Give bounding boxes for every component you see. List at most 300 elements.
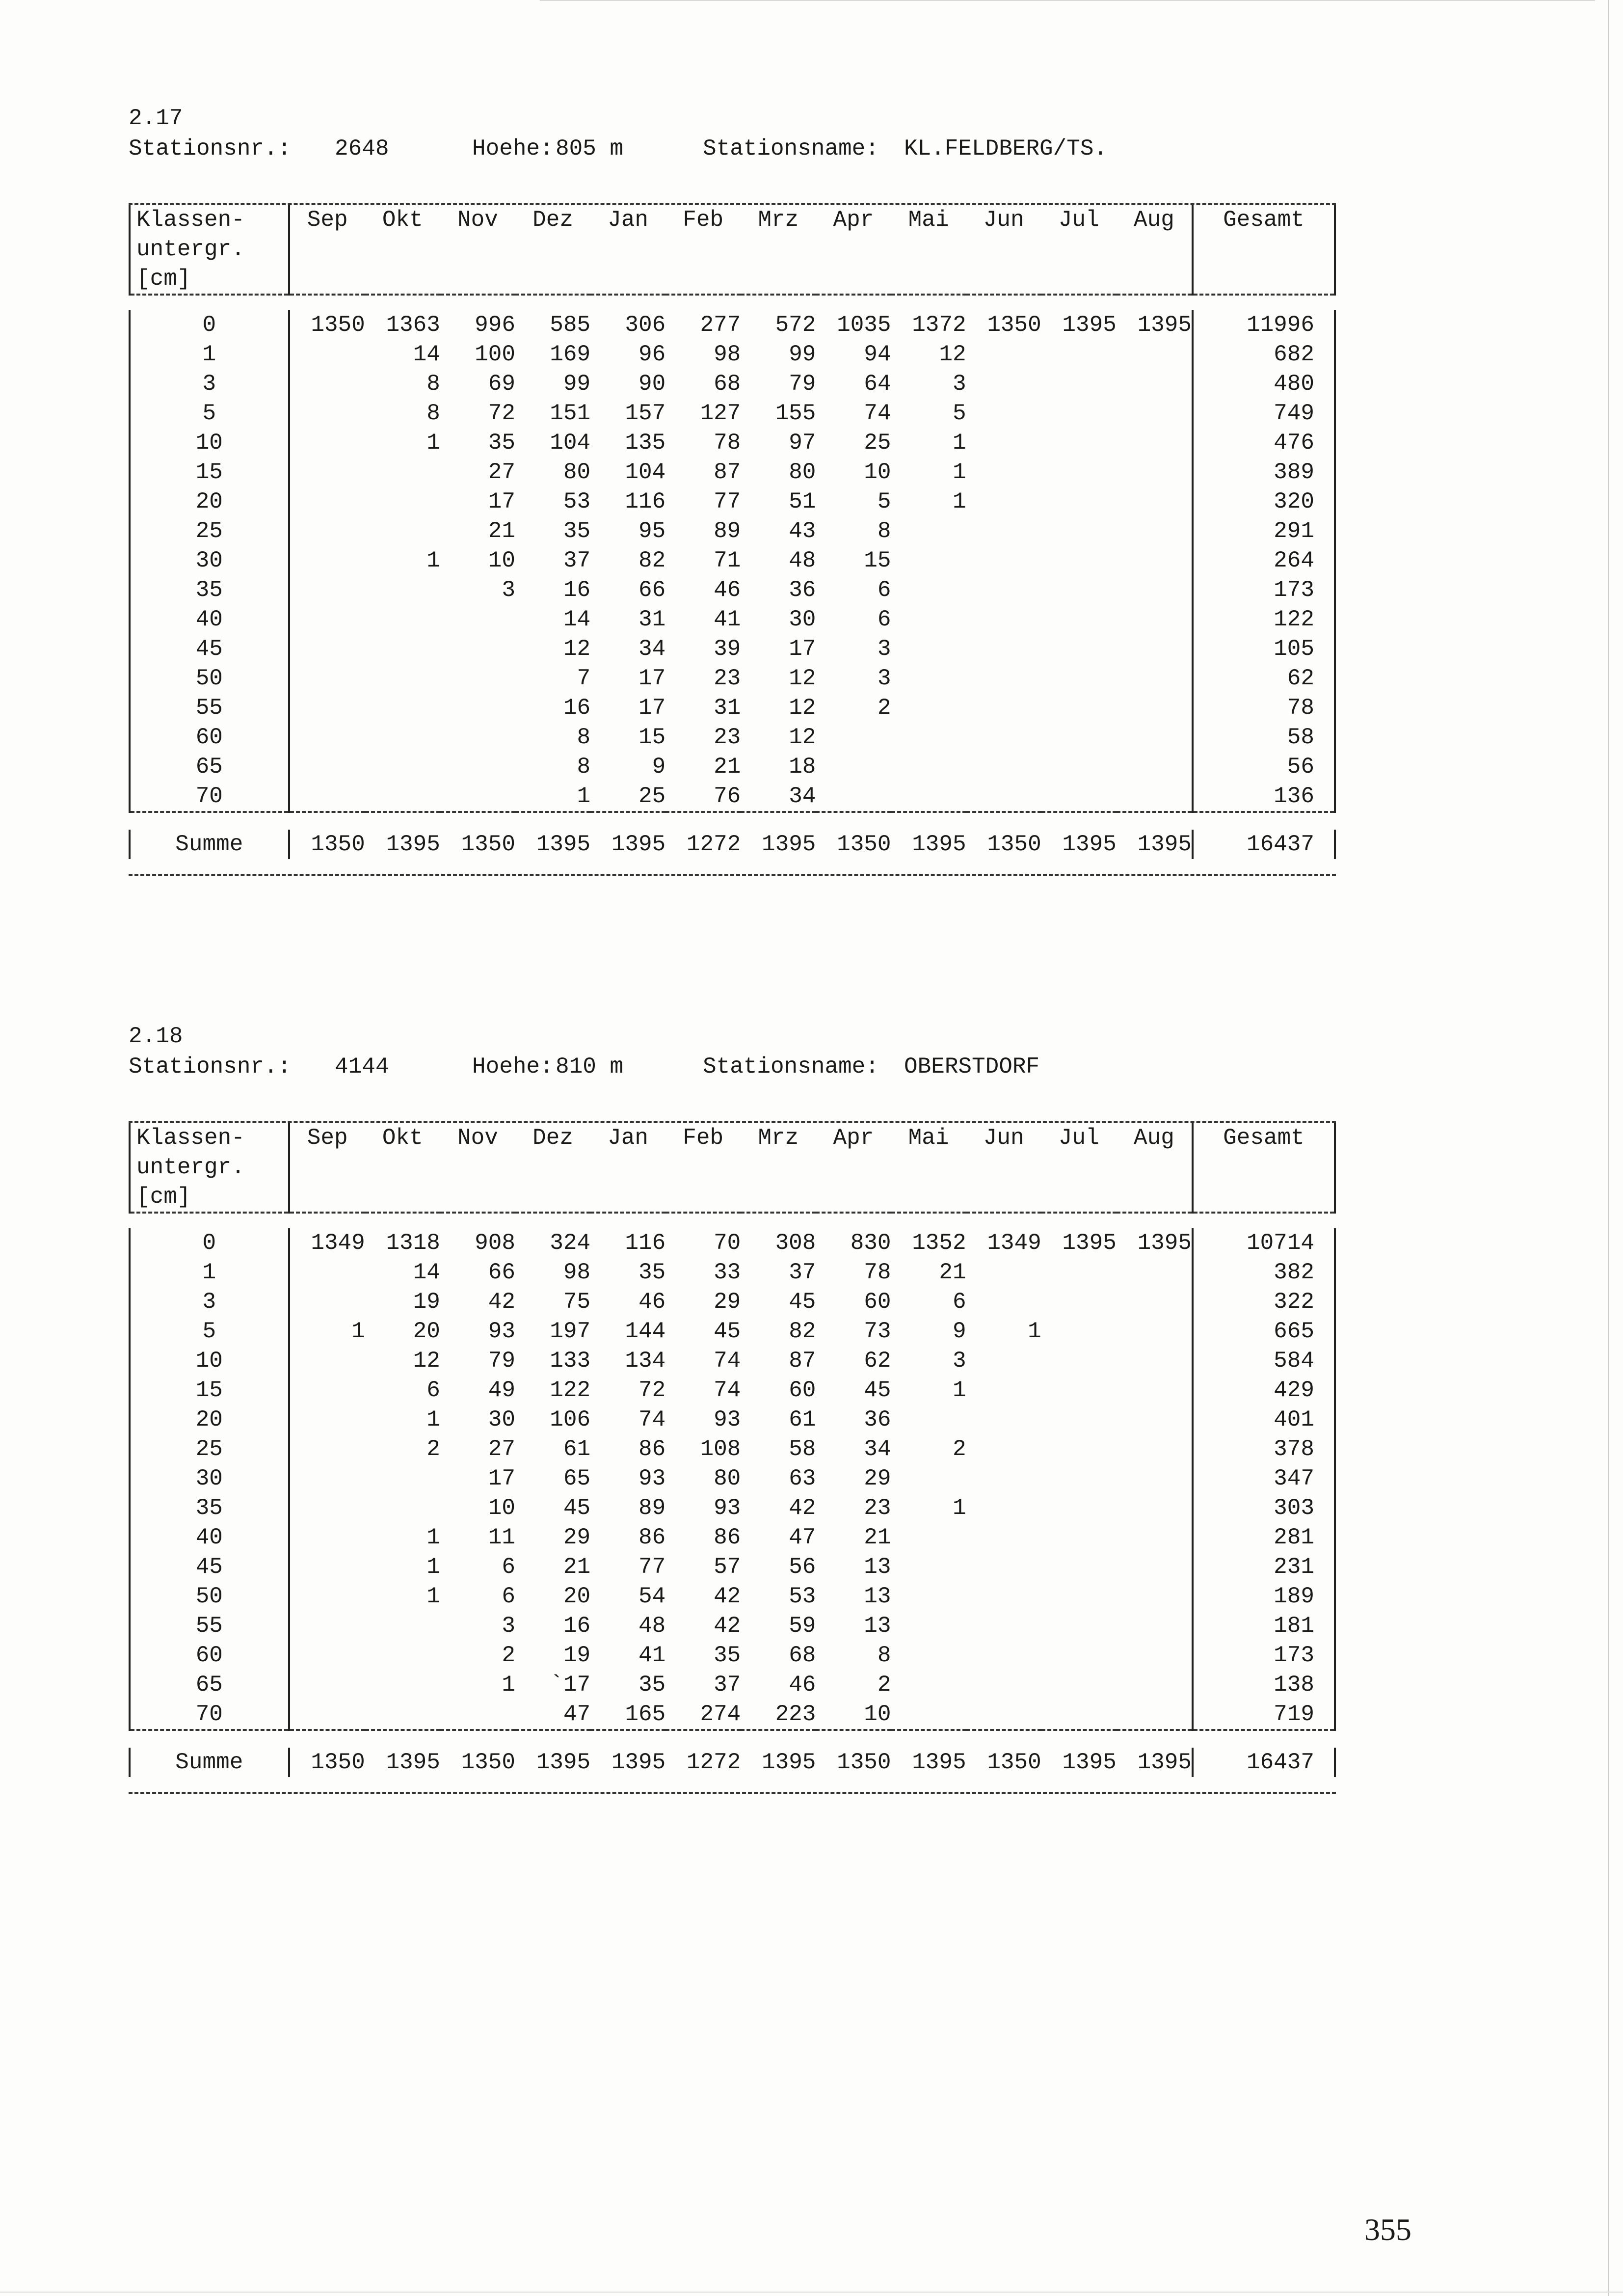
month-header-empty: [816, 235, 891, 264]
month-header-empty: [741, 235, 816, 264]
header-row: [130, 1123, 1335, 1153]
gesamt-cell: 78: [1193, 693, 1335, 723]
klasse-cell: 55: [130, 1611, 289, 1641]
month-value-cell: [1117, 428, 1193, 458]
month-value-cell: 86: [638, 1525, 666, 1550]
month-value-cell: [365, 723, 440, 752]
month-value-cell: [440, 782, 515, 812]
month-value-cell: [1041, 369, 1117, 399]
month-value-cell: 2: [502, 1643, 515, 1668]
month-header-empty: [891, 235, 966, 264]
month-value-cell: [289, 1346, 365, 1376]
summe-value-cell: 1272: [686, 832, 741, 857]
month-value-cell: [289, 1405, 365, 1434]
month-value-cell: 13: [864, 1613, 891, 1639]
month-value-cell: [365, 1700, 440, 1730]
month-value-cell: 66: [488, 1260, 515, 1285]
month-value-cell: 8: [877, 518, 891, 544]
dashed-rule-bottom: [129, 874, 1336, 876]
table-row: [130, 1405, 1335, 1434]
month-value-cell: 127: [700, 401, 741, 426]
table-row: [130, 369, 1335, 399]
month-value-cell: [891, 546, 966, 575]
month-value-cell: 61: [563, 1436, 591, 1462]
month-value-cell: [365, 664, 440, 693]
month-value-cell: 3: [953, 1348, 966, 1374]
month-value-cell: [966, 399, 1041, 428]
month-value-cell: 45: [789, 1289, 816, 1315]
summe-value-cell: 1395: [912, 832, 966, 857]
header-row: [130, 235, 1335, 264]
month-value-cell: 1395: [1137, 312, 1192, 338]
month-value-cell: [365, 752, 440, 782]
month-value-cell: [966, 782, 1041, 812]
table-row: [130, 1611, 1335, 1641]
month-value-cell: 21: [563, 1554, 591, 1580]
month-header-apr: Apr: [833, 1125, 874, 1151]
month-value-cell: 31: [714, 695, 741, 721]
month-header-empty: [966, 1153, 1041, 1182]
month-value-cell: 277: [700, 312, 741, 338]
month-value-cell: 61: [789, 1407, 816, 1432]
separator-row: [130, 1730, 1335, 1748]
table-number: 2.18: [129, 1024, 183, 1049]
month-value-cell: 169: [550, 342, 591, 367]
month-value-cell: 79: [488, 1348, 515, 1374]
month-value-cell: 97: [789, 430, 816, 456]
month-value-cell: 69: [488, 371, 515, 397]
table-row: [130, 664, 1335, 693]
klassen-header-line: untergr.: [130, 1153, 289, 1182]
dashed-rule-bottom: [129, 1792, 1336, 1794]
month-value-cell: 908: [475, 1230, 515, 1256]
month-value-cell: 89: [638, 1495, 666, 1521]
month-value-cell: 1352: [912, 1230, 966, 1256]
month-value-cell: 1395: [1062, 1230, 1117, 1256]
month-value-cell: [1117, 782, 1193, 812]
gesamt-cell: 122: [1193, 605, 1335, 634]
month-header-empty: [816, 264, 891, 295]
month-value-cell: [365, 605, 440, 634]
month-value-cell: 8: [577, 754, 591, 780]
month-value-cell: [1117, 1700, 1193, 1730]
month-value-cell: 15: [638, 725, 666, 750]
klassen-header-line: Klassen-: [130, 1123, 289, 1153]
month-value-cell: 116: [625, 489, 666, 514]
table-section-2-18: [129, 1021, 1336, 1794]
gesamt-cell: 584: [1193, 1346, 1335, 1376]
month-value-cell: 45: [864, 1378, 891, 1403]
month-value-cell: [966, 1552, 1041, 1582]
gesamt-cell: 322: [1193, 1287, 1335, 1317]
month-value-cell: [1041, 546, 1117, 575]
month-value-cell: 16: [563, 695, 591, 721]
month-header-feb: Feb: [683, 1125, 724, 1151]
summe-value-cell: 1395: [1137, 1750, 1192, 1775]
month-value-cell: [1117, 1523, 1193, 1552]
klassen-header-line: [cm]: [130, 264, 289, 295]
month-value-cell: 12: [939, 342, 966, 367]
summe-value-cell: 1350: [311, 1750, 365, 1775]
table-row: [130, 1493, 1335, 1523]
table-row: [130, 399, 1335, 428]
month-value-cell: 1349: [987, 1230, 1041, 1256]
month-value-cell: [1117, 575, 1193, 605]
month-value-cell: [440, 1700, 515, 1730]
month-value-cell: 42: [488, 1289, 515, 1315]
table-row: [130, 1670, 1335, 1700]
month-value-cell: 1: [426, 1554, 440, 1580]
month-value-cell: 17: [789, 636, 816, 662]
klasse-cell: 3: [130, 1287, 289, 1317]
table-row: [130, 340, 1335, 369]
month-value-cell: [1041, 1611, 1117, 1641]
table-row: [130, 1258, 1335, 1287]
month-value-cell: [289, 546, 365, 575]
month-value-cell: [1041, 1493, 1117, 1523]
month-value-cell: [1117, 693, 1193, 723]
klasse-cell: 5: [130, 399, 289, 428]
month-value-cell: [1117, 1405, 1193, 1434]
month-value-cell: [966, 1258, 1041, 1287]
month-value-cell: [1041, 693, 1117, 723]
month-value-cell: 47: [563, 1702, 591, 1727]
station-info-line: [129, 1052, 1336, 1082]
month-value-cell: [1041, 1434, 1117, 1464]
spacer: [129, 164, 1336, 203]
month-value-cell: 80: [714, 1466, 741, 1491]
station-name-value: KL.FELDBERG/TS.: [904, 136, 1108, 162]
hoehe-label: Hoehe:: [472, 1054, 554, 1080]
month-value-cell: 830: [850, 1230, 891, 1256]
month-value-cell: [289, 1258, 365, 1287]
month-value-cell: [1117, 1376, 1193, 1405]
month-header-empty: [741, 1153, 816, 1182]
month-value-cell: [365, 1464, 440, 1493]
month-value-cell: 10: [864, 459, 891, 485]
month-value-cell: [289, 664, 365, 693]
month-value-cell: [1117, 1493, 1193, 1523]
month-value-cell: 104: [625, 459, 666, 485]
month-header-empty: [1041, 1182, 1117, 1213]
month-value-cell: [1041, 428, 1117, 458]
month-value-cell: 21: [714, 754, 741, 780]
month-value-cell: [891, 723, 966, 752]
month-value-cell: 5: [877, 489, 891, 514]
month-value-cell: 74: [714, 1378, 741, 1403]
month-value-cell: 59: [789, 1613, 816, 1639]
table-row: [130, 1552, 1335, 1582]
header-row: [130, 205, 1335, 235]
klasse-cell: 25: [130, 1434, 289, 1464]
month-value-cell: 106: [550, 1407, 591, 1432]
month-value-cell: [966, 634, 1041, 664]
month-value-cell: [1041, 399, 1117, 428]
month-value-cell: 30: [488, 1407, 515, 1432]
month-value-cell: 9: [652, 754, 666, 780]
summe-value-cell: 1350: [987, 1750, 1041, 1775]
month-value-cell: [289, 693, 365, 723]
month-value-cell: 98: [563, 1260, 591, 1285]
summe-label: Summe: [130, 830, 289, 859]
month-value-cell: [440, 664, 515, 693]
month-value-cell: 57: [714, 1554, 741, 1580]
month-header-jun: Jun: [983, 207, 1024, 233]
gesamt-cell: 382: [1193, 1258, 1335, 1287]
summe-value-cell: 1395: [1062, 1750, 1117, 1775]
header-row: [130, 1153, 1335, 1182]
month-value-cell: [440, 752, 515, 782]
gesamt-cell: 682: [1193, 340, 1335, 369]
month-value-cell: 1363: [386, 312, 440, 338]
klasse-cell: 70: [130, 782, 289, 812]
month-header-empty: [289, 235, 365, 264]
month-value-cell: 99: [789, 342, 816, 367]
month-value-cell: 14: [413, 342, 440, 367]
month-value-cell: [966, 605, 1041, 634]
month-value-cell: [289, 575, 365, 605]
month-value-cell: 25: [638, 783, 666, 809]
month-value-cell: [966, 487, 1041, 516]
month-value-cell: [289, 1641, 365, 1670]
month-value-cell: 104: [550, 430, 591, 456]
month-header-empty: [365, 264, 440, 295]
month-value-cell: [289, 516, 365, 546]
table-row: [130, 575, 1335, 605]
month-value-cell: [289, 458, 365, 487]
month-value-cell: 197: [550, 1319, 591, 1344]
month-value-cell: [1117, 1611, 1193, 1641]
month-value-cell: [1041, 1346, 1117, 1376]
klasse-cell: 30: [130, 1464, 289, 1493]
month-value-cell: 1: [351, 1319, 365, 1344]
month-value-cell: [891, 1405, 966, 1434]
table-row: [130, 487, 1335, 516]
month-value-cell: [289, 605, 365, 634]
gesamt-cell: 138: [1193, 1670, 1335, 1700]
summe-value-cell: 1395: [611, 832, 666, 857]
month-value-cell: 1: [1028, 1319, 1041, 1344]
month-header-empty: [289, 1153, 365, 1182]
month-value-cell: 42: [714, 1613, 741, 1639]
month-value-cell: [365, 693, 440, 723]
month-value-cell: 60: [864, 1289, 891, 1315]
month-value-cell: [289, 1670, 365, 1700]
gesamt-cell: 173: [1193, 1641, 1335, 1670]
klasse-cell: 70: [130, 1700, 289, 1730]
month-value-cell: 9: [953, 1319, 966, 1344]
month-value-cell: 1350: [311, 312, 365, 338]
month-value-cell: [891, 605, 966, 634]
month-header-empty: [515, 235, 590, 264]
month-value-cell: 8: [426, 371, 440, 397]
table-row: [130, 1464, 1335, 1493]
month-value-cell: [966, 752, 1041, 782]
month-value-cell: 37: [714, 1672, 741, 1698]
month-value-cell: [966, 516, 1041, 546]
klasse-cell: 10: [130, 428, 289, 458]
month-header-nov: Nov: [457, 1125, 498, 1151]
month-header-empty: [289, 1182, 365, 1213]
month-value-cell: [289, 1493, 365, 1523]
dashed-rule: [130, 1213, 1335, 1228]
month-value-cell: 8: [577, 725, 591, 750]
month-header-aug: Aug: [1134, 207, 1174, 233]
month-value-cell: 1350: [987, 312, 1041, 338]
month-value-cell: [1041, 1317, 1117, 1346]
month-value-cell: [966, 1287, 1041, 1317]
separator-row: [130, 812, 1335, 830]
month-value-cell: 18: [789, 754, 816, 780]
month-header-empty: [590, 235, 665, 264]
table-row: [130, 605, 1335, 634]
scan-right-edge: [1608, 0, 1609, 2296]
klasse-cell: 65: [130, 1670, 289, 1700]
summe-value-cell: 1350: [311, 832, 365, 857]
month-value-cell: 1: [426, 548, 440, 573]
klasse-cell: 15: [130, 1376, 289, 1405]
month-header-empty: [665, 264, 741, 295]
month-value-cell: 1: [426, 1407, 440, 1432]
month-value-cell: 1035: [837, 312, 891, 338]
month-value-cell: 86: [638, 1436, 666, 1462]
month-header-sep: Sep: [307, 1125, 348, 1151]
month-value-cell: [891, 516, 966, 546]
month-header-mrz: Mrz: [758, 1125, 799, 1151]
month-value-cell: 1: [953, 459, 966, 485]
month-value-cell: [966, 1434, 1041, 1464]
month-value-cell: [891, 1700, 966, 1730]
month-value-cell: 116: [625, 1230, 666, 1256]
summe-value-cell: 1395: [536, 1750, 591, 1775]
month-value-cell: 1: [953, 1495, 966, 1521]
month-value-cell: [1117, 1464, 1193, 1493]
month-value-cell: 98: [714, 342, 741, 367]
month-value-cell: [1117, 487, 1193, 516]
summe-value-cell: 1350: [987, 832, 1041, 857]
month-value-cell: 17: [488, 1466, 515, 1491]
gesamt-cell: 264: [1193, 546, 1335, 575]
month-value-cell: [1117, 1582, 1193, 1611]
table-row: [130, 1641, 1335, 1670]
gesamt-cell: 181: [1193, 1611, 1335, 1641]
month-header-empty: [665, 1153, 741, 1182]
scan-bottom-edge: [0, 2292, 1623, 2293]
page-number: 355: [1364, 2212, 1411, 2247]
month-value-cell: [289, 1582, 365, 1611]
month-value-cell: 165: [625, 1702, 666, 1727]
month-value-cell: [966, 369, 1041, 399]
separator-row: [130, 295, 1335, 310]
month-value-cell: 8: [426, 401, 440, 426]
month-value-cell: 12: [563, 636, 591, 662]
month-value-cell: [1117, 634, 1193, 664]
station-name-label: Stationsname:: [703, 136, 879, 162]
header-row: [130, 264, 1335, 295]
month-value-cell: 6: [953, 1289, 966, 1315]
month-header-empty: [1117, 235, 1193, 264]
month-value-cell: 33: [714, 1260, 741, 1285]
month-value-cell: 17: [488, 489, 515, 514]
month-value-cell: [891, 575, 966, 605]
table-row: [130, 693, 1335, 723]
month-header-empty: [891, 1153, 966, 1182]
month-value-cell: 223: [775, 1702, 816, 1727]
month-value-cell: 49: [488, 1378, 515, 1403]
month-value-cell: [1117, 1552, 1193, 1582]
month-value-cell: 274: [700, 1702, 741, 1727]
month-value-cell: 90: [638, 371, 666, 397]
month-header-mai: Mai: [908, 207, 949, 233]
month-value-cell: [289, 399, 365, 428]
month-value-cell: 1: [953, 489, 966, 514]
month-value-cell: 70: [714, 1230, 741, 1256]
klasse-cell: 60: [130, 723, 289, 752]
month-value-cell: [891, 693, 966, 723]
month-value-cell: 11: [488, 1525, 515, 1550]
month-header-empty: [590, 264, 665, 295]
month-value-cell: [1117, 458, 1193, 487]
month-value-cell: 10: [864, 1702, 891, 1727]
gesamt-cell: 719: [1193, 1700, 1335, 1730]
gesamt-cell: 58: [1193, 723, 1335, 752]
month-value-cell: [365, 575, 440, 605]
month-value-cell: 87: [789, 1348, 816, 1374]
month-value-cell: [1117, 1258, 1193, 1287]
month-header-empty: [590, 1182, 665, 1213]
gesamt-cell: 303: [1193, 1493, 1335, 1523]
month-value-cell: 86: [714, 1525, 741, 1550]
month-value-cell: [289, 1611, 365, 1641]
gesamt-cell: 401: [1193, 1405, 1335, 1434]
klasse-cell: 3: [130, 369, 289, 399]
month-header-empty: [966, 264, 1041, 295]
month-value-cell: 17: [638, 695, 666, 721]
month-value-cell: 35: [563, 518, 591, 544]
hoehe-label: Hoehe:: [472, 136, 554, 162]
month-value-cell: 34: [864, 1436, 891, 1462]
gesamt-header-empty: [1193, 264, 1335, 295]
month-header-empty: [365, 235, 440, 264]
month-value-cell: [289, 369, 365, 399]
klasse-cell: 15: [130, 458, 289, 487]
month-header-empty: [741, 264, 816, 295]
table-row: [130, 516, 1335, 546]
month-value-cell: [1041, 1376, 1117, 1405]
month-value-cell: 2: [877, 1672, 891, 1698]
month-value-cell: 37: [563, 548, 591, 573]
summe-value-cell: 1395: [386, 832, 440, 857]
month-value-cell: 1: [953, 1378, 966, 1403]
gesamt-cell: 480: [1193, 369, 1335, 399]
station-nr-value: 4144: [335, 1054, 389, 1080]
station-name-value: OBERSTDORF: [904, 1054, 1040, 1080]
klasse-cell: 35: [130, 1493, 289, 1523]
month-value-cell: [891, 1552, 966, 1582]
table-row: [130, 1523, 1335, 1552]
spacer: [129, 1777, 1336, 1792]
month-value-cell: [966, 1641, 1041, 1670]
month-value-cell: 56: [789, 1554, 816, 1580]
month-value-cell: 1: [426, 1584, 440, 1609]
klasse-cell: 50: [130, 1582, 289, 1611]
month-value-cell: 82: [638, 548, 666, 573]
station-nr-label: Stationsnr.:: [129, 1054, 292, 1080]
month-value-cell: [816, 782, 891, 812]
month-value-cell: 20: [413, 1319, 440, 1344]
month-value-cell: 99: [563, 371, 591, 397]
month-value-cell: 47: [789, 1525, 816, 1550]
